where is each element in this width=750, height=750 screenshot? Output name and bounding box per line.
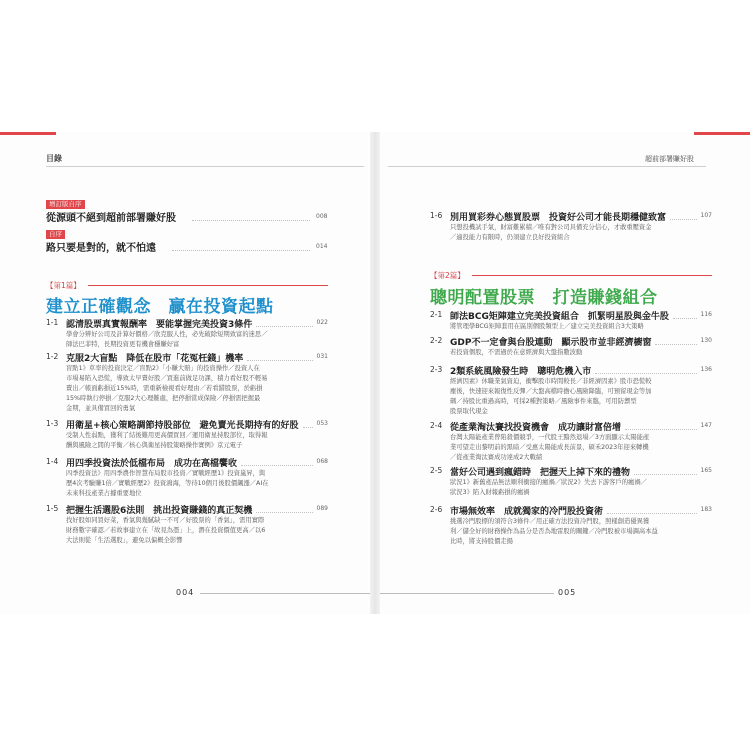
entry-description: 狀況1》新舊產品無法順利衝接的瘋禍／狀況2》失去下游客戶的瘋禍／ 狀況3》陷入財報虧損的瘋禍	[450, 479, 647, 496]
entry-leader-dots	[256, 326, 313, 327]
left-page-number: 004	[176, 588, 195, 597]
entry-leader-dots	[595, 373, 697, 374]
entry-description: 受制人性弱點，獲利了結後難用更高價買回／運用衛星持股部位，取得報 酬與風險之間的平衡／核心與衛星持股策略操作實例》京元電子	[66, 432, 268, 449]
entry-page-number: 031	[316, 353, 328, 360]
right-page-number: 005	[558, 588, 577, 597]
entry-number: 2-2	[430, 336, 443, 345]
entry-description: 只想投機試手氣，財富難累積／唯有對公司具備充分信心，才敢重壓資金 ／適投能力有限時，仍須建立良好投資組合	[450, 224, 652, 241]
entry-leader-dots	[673, 318, 697, 319]
entry-leader-dots	[241, 465, 313, 466]
entry-title[interactable]: 師法BCG矩陣建立完美投資組合 抓緊明星股與金牛股	[450, 312, 669, 322]
part-1-title: 建立正確觀念 贏在投資起點	[46, 297, 274, 317]
entry-description: 若投資個股，不需過於在意經濟與大盤指數波動	[450, 349, 583, 356]
entry-description: 學會分辨好公司及計算好價格／欣克服人性，必先破除短期致富的迷思／ 師法巴菲特，長期投資更有機會穩賺好富	[66, 331, 268, 348]
entry-number: 1-2	[46, 352, 59, 361]
entry-leader-dots	[625, 429, 697, 430]
entry-page-number: 068	[316, 458, 328, 465]
entry-leader-dots	[634, 474, 697, 475]
entry-description: 經濟因素》休職業氣資迫，衝擊股市時間較長／非經濟因素》股市恐慌較 塵後，快速迎來報復性反彈／大盤高檔時擔心風險降臨，可預留現金等加 碼／持股比重過高時，可採2種對策略／風險事件來臨，可用防禦型 股票取代現金	[450, 378, 652, 415]
entry-description: 四季投資法》用四季農作智慧布局股市投資／實戰經歷1》投資嵐昇，與 歷4次考驗賺1倍／實戰經歷2》投資鴻海，等待10個月後股價飆漲／AI在 未來科技產業占據重要地位	[66, 470, 269, 497]
book-gutter	[370, 132, 380, 614]
preface-page-2: 014	[316, 243, 328, 250]
entry-title[interactable]: 當好公司遇到瘋錯時 把握天上掉下來的禮物	[450, 468, 631, 478]
right-header-title: 超前部署賺好股	[645, 155, 694, 163]
entry-title[interactable]: 克服2大盲點 降低在股市「花冤枉錢」機率	[66, 354, 244, 364]
right-folio-rule	[380, 593, 554, 594]
entry-title[interactable]: 市場無效率 成就獨家的冷門股投資術	[450, 507, 604, 517]
entry-title[interactable]: 認清股票真實報酬率 要能掌握完美投資3條件	[66, 320, 253, 330]
part-1-label: 【第1篇】	[46, 281, 81, 290]
entry-leader-dots	[670, 219, 697, 220]
entry-number: 1-5	[46, 504, 59, 513]
preface-leader-2	[172, 250, 310, 251]
entry-leader-dots	[655, 344, 697, 345]
preface-leader-1	[192, 220, 310, 221]
entry-number: 1-3	[46, 419, 59, 428]
entry-description: 盲點1》草率的投資決定／盲點2》「小賺大賠」的投資操作／投資人在 市場易陷入恐慌，導致太早賣好股／買進前做足功課，積力看好股不輕易 賣出／帳面虧損近15%時，需重新檢視看好理由／若看錯股票，於虧損 15%時執行停損／克服2大心理難處，把停損當成保險／停損需把握最 金期，並具備買回的勇氣	[66, 365, 268, 412]
entry-number: 2-5	[430, 466, 443, 475]
entry-description: 挑選冷門股標的須符合3條件／用正確方法投資冷門股，照樣創造優異獲 利／儲全好的財務操作為品分是否為地雷股的關鍵／冷門股被市場調高本益 比時，將支持股價走揚	[450, 518, 658, 545]
entry-page-number: 107	[700, 212, 712, 219]
entry-number: 2-4	[430, 421, 443, 430]
entry-number: 1-6	[430, 211, 443, 220]
part-2-label: 【第2篇】	[430, 271, 465, 280]
entry-page-number: 147	[700, 422, 712, 429]
entry-title[interactable]: 從產業淘汰賽找投資機會 成功讓財富倍增	[450, 423, 622, 433]
entry-title[interactable]: 用四季投資法於低檔布局 成功在高檔饗收	[66, 459, 238, 469]
left-accent-bar	[0, 132, 56, 135]
entry-leader-dots	[607, 513, 697, 514]
entry-page-number: 136	[700, 366, 712, 373]
entry-leader-dots	[256, 512, 313, 513]
entry-number: 1-4	[46, 457, 59, 466]
entry-title[interactable]: 用衛星+核心策略調節持股部位 避免賣光長期持有的好股	[66, 421, 299, 431]
entry-page-number: 165	[700, 467, 712, 474]
entry-number: 1-1	[46, 318, 59, 327]
entry-number: 2-1	[430, 310, 443, 319]
entry-description: 台灣太陽能產業曾陷殺價競爭，一代股王黯然退場／3方面顯示太陽能產 業可望走出黎明前的黑暗／受惠太陽能成長前景，碩禾2023年迎來轉機 ／從產業淘汰賽成功達成2大戰績	[450, 434, 650, 461]
left-header-title: 目錄	[46, 154, 62, 163]
preface-title-1[interactable]: 從源頭不絕到超前部署賺好股	[46, 213, 176, 224]
entry-page-number: 053	[316, 420, 328, 427]
entry-page-number: 022	[316, 319, 328, 326]
preface-tag-1: 增訂版自序	[46, 200, 85, 209]
part-2-rule	[472, 275, 712, 276]
entry-description: 將管理學BCG矩陣套用在區別個股類型上／建立完美投資組合3大策略	[450, 323, 644, 330]
entry-page-number: 130	[700, 337, 712, 344]
entry-number: 2-3	[430, 365, 443, 374]
entry-page-number: 183	[700, 506, 712, 513]
entry-title[interactable]: 2類系統風險發生時 聰明危機入市	[450, 367, 592, 377]
preface-page-1: 008	[316, 213, 328, 220]
right-header-rule	[388, 166, 706, 167]
preface-tag-2: 自序	[46, 230, 65, 239]
left-folio-rule	[200, 593, 370, 594]
entry-title[interactable]: 把握生活選股6法則 挑出投資賺錢的真正契機	[66, 506, 253, 516]
entry-page-number: 089	[316, 505, 328, 512]
right-accent-bar	[694, 132, 750, 135]
entry-description: 找好股如同買好菜，香氣與幾膩缺一不可／好股票的「香氣」，需用實際 財務數字確認／若故事建立在「故見為憑」上，潛在投資價值更高／以6 大法則從「生活選股」，避免以偏概全影響	[66, 517, 266, 544]
left-header-rule	[46, 166, 364, 167]
part-1-rule	[88, 285, 328, 286]
entry-number: 2-6	[430, 505, 443, 514]
entry-title[interactable]: 別用買彩券心態買股票 投資好公司才能長期穩健致富	[450, 213, 667, 223]
part-2-title: 聰明配置股票 打造賺錢組合	[430, 288, 658, 308]
entry-page-number: 116	[700, 311, 712, 318]
preface-title-2[interactable]: 路只要是對的，就不怕遠	[46, 243, 156, 254]
entry-leader-dots	[303, 427, 313, 428]
entry-title[interactable]: GDP不一定會與台股連動 顯示股市並非經濟櫥窗	[450, 338, 652, 348]
entry-leader-dots	[247, 360, 313, 361]
